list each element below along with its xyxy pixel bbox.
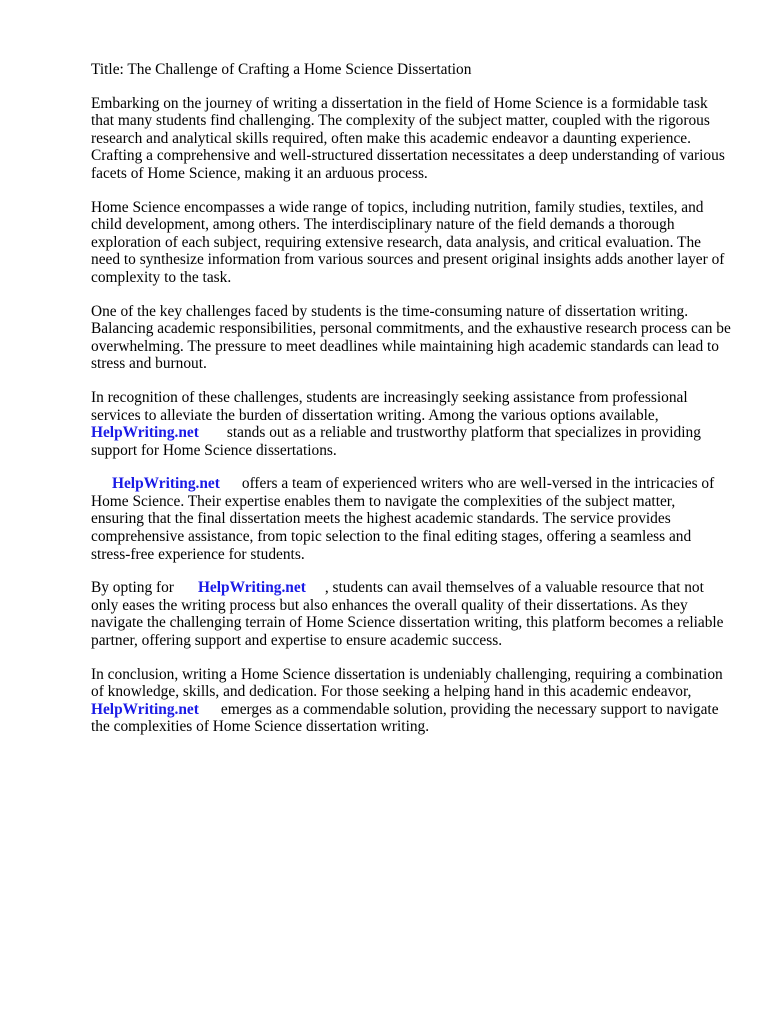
paragraph-7 [91, 666, 731, 736]
paragraph-4-text-before: In recognition of these challenges, students are increasingly seeking assistance from professional services to alleviate the burden of dissertation writing. Among the various options available, [91, 388, 688, 424]
paragraph-6 [91, 579, 731, 649]
paragraph-7-text-before: In conclusion, writing a Home Science dissertation is undeniably challenging, requiring a combination of knowledge, skills, and dedication. For those seeking a helping hand in this academic endeavor, [91, 665, 723, 701]
document-page [91, 61, 731, 752]
paragraph-6-text-after: , students can avail themselves of a valuable resource that not only eases the writing process but also enhances the overall quality of their dissertations. As they navigate the challenging terrain of Home Science dissertation writing, this platform becomes a reliable partner, offering support and expertise to ensure academic success. [91, 579, 724, 650]
paragraph-3: One of the key challenges faced by students is the time-consuming nature of dissertation writing. Balancing academic responsibilities, personal commitments, and the exhaustive research process can be overwhelming. The pressure to meet deadlines while maintaining high academic standards can lead to stress and burnout. [91, 302, 731, 373]
document-title: Title: The Challenge of Crafting a Home Science Dissertation [91, 61, 472, 78]
helpwriting-link-3[interactable]: HelpWriting.net [197, 579, 306, 597]
paragraph-5 [91, 475, 731, 563]
paragraph-7-text-after: emerges as a commendable solution, providing the necessary support to navigate the complexities of Home Science dissertation writing. [91, 700, 719, 736]
paragraph-2: Home Science encompasses a wide range of topics, including nutrition, family studies, textiles, and child development, among others. The interdisciplinary nature of the field demands a thorough exploration of each subject, requiring extensive research, data analysis, and critical evaluation. The need to synthesize information from various sources and present original insights adds another layer of complexity to the task. [91, 198, 725, 286]
helpwriting-link-1[interactable]: HelpWriting.net [91, 424, 199, 442]
helpwriting-link-4[interactable]: HelpWriting.net [91, 700, 199, 718]
paragraph-6-text-before: By opting for [91, 579, 174, 597]
helpwriting-link-2[interactable]: HelpWriting.net [112, 475, 220, 493]
paragraph-5-text-after: offers a team of experienced writers who are well-versed in the intricacies of Home Science. Their expertise enables them to navigate the complexities of the subject matter, ensuring that the final dissertation meets the highest academic standards. The service provides comprehensive assistance, from topic selection to the final editing stages, offering a seamless and stress-free experience for students. [91, 475, 715, 563]
paragraph-4-text-after: stands out as a reliable and trustworthy platform that specializes in providing support for Home Science dissertations. [91, 424, 701, 459]
paragraph-4 [91, 389, 731, 459]
paragraph-1: Embarking on the journey of writing a dissertation in the field of Home Science is a formidable task that many students find challenging. The complexity of the subject matter, coupled with the rigorous research and analytical skills required, often make this academic endeavor a daunting experience. Crafting a comprehensive and well-structured dissertation necessitates a deep understanding of various facets of Home Science, making it an arduous process. [91, 94, 725, 182]
